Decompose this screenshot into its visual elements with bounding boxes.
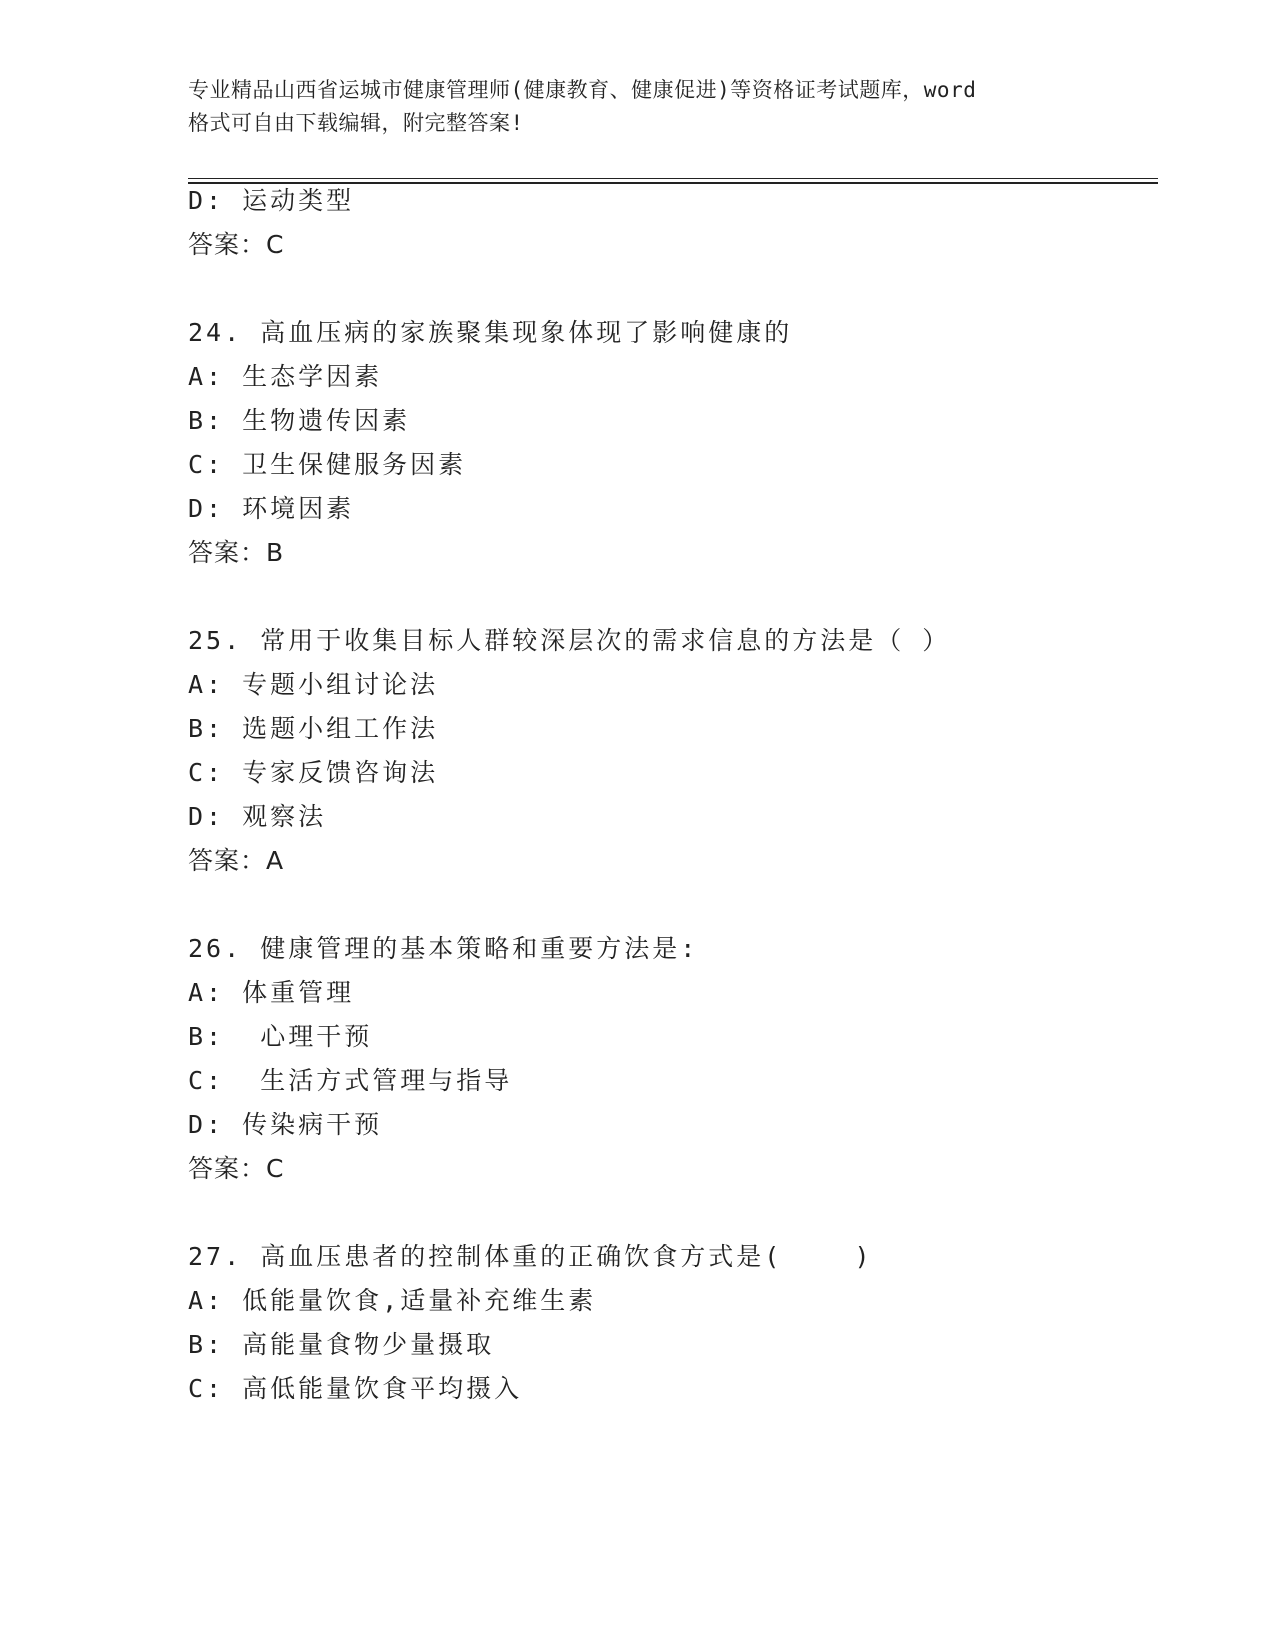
header-divider-thin [188, 178, 1158, 179]
q27-option-a: A: 低能量饮食,适量补充维生素 [188, 1286, 597, 1315]
q25-option-a: A: 专题小组讨论法 [188, 670, 439, 699]
q24-option-d: D: 环境因素 [188, 494, 355, 523]
document-header [188, 74, 1098, 140]
q26-option-c: C: 生活方式管理与指导 [188, 1066, 513, 1095]
q26-stem: 26. 健康管理的基本策略和重要方法是: [188, 934, 699, 963]
q26-answer: 答案：C [188, 1154, 285, 1183]
q27-option-c: C: 高低能量饮食平均摄入 [188, 1374, 523, 1403]
q24-option-a: A: 生态学因素 [188, 362, 383, 391]
q25-option-b: B: 选题小组工作法 [188, 714, 439, 743]
q26-option-a: A: 体重管理 [188, 978, 355, 1007]
q23-answer: 答案：C [188, 230, 285, 259]
q26-option-b: B: 心理干预 [188, 1022, 373, 1051]
q24-stem: 24. 高血压病的家族聚集现象体现了影响健康的 [188, 318, 793, 347]
q25-option-d: D: 观察法 [188, 802, 327, 831]
header-line-1: 专业精品山西省运城市健康管理师(健康教育、健康促进)等资格证考试题库，word [188, 78, 977, 102]
q25-answer: 答案：A [188, 846, 285, 875]
q24-option-b: B: 生物遗传因素 [188, 406, 411, 435]
q27-stem: 27. 高血压患者的控制体重的正确饮食方式是( ) [188, 1242, 873, 1271]
q24-option-c: C: 卫生保健服务因素 [188, 450, 467, 479]
q24-answer: 答案：B [188, 538, 285, 567]
q25-stem: 25. 常用于收集目标人群较深层次的需求信息的方法是（ ） [188, 626, 951, 655]
q23-option-d: D: 运动类型 [188, 186, 355, 215]
q25-option-c: C: 专家反馈咨询法 [188, 758, 439, 787]
q26-option-d: D: 传染病干预 [188, 1110, 383, 1139]
q27-option-b: B: 高能量食物少量摄取 [188, 1330, 495, 1359]
header-line-2: 格式可自由下载编辑，附完整答案! [188, 111, 524, 135]
header-divider-thick [188, 182, 1158, 184]
